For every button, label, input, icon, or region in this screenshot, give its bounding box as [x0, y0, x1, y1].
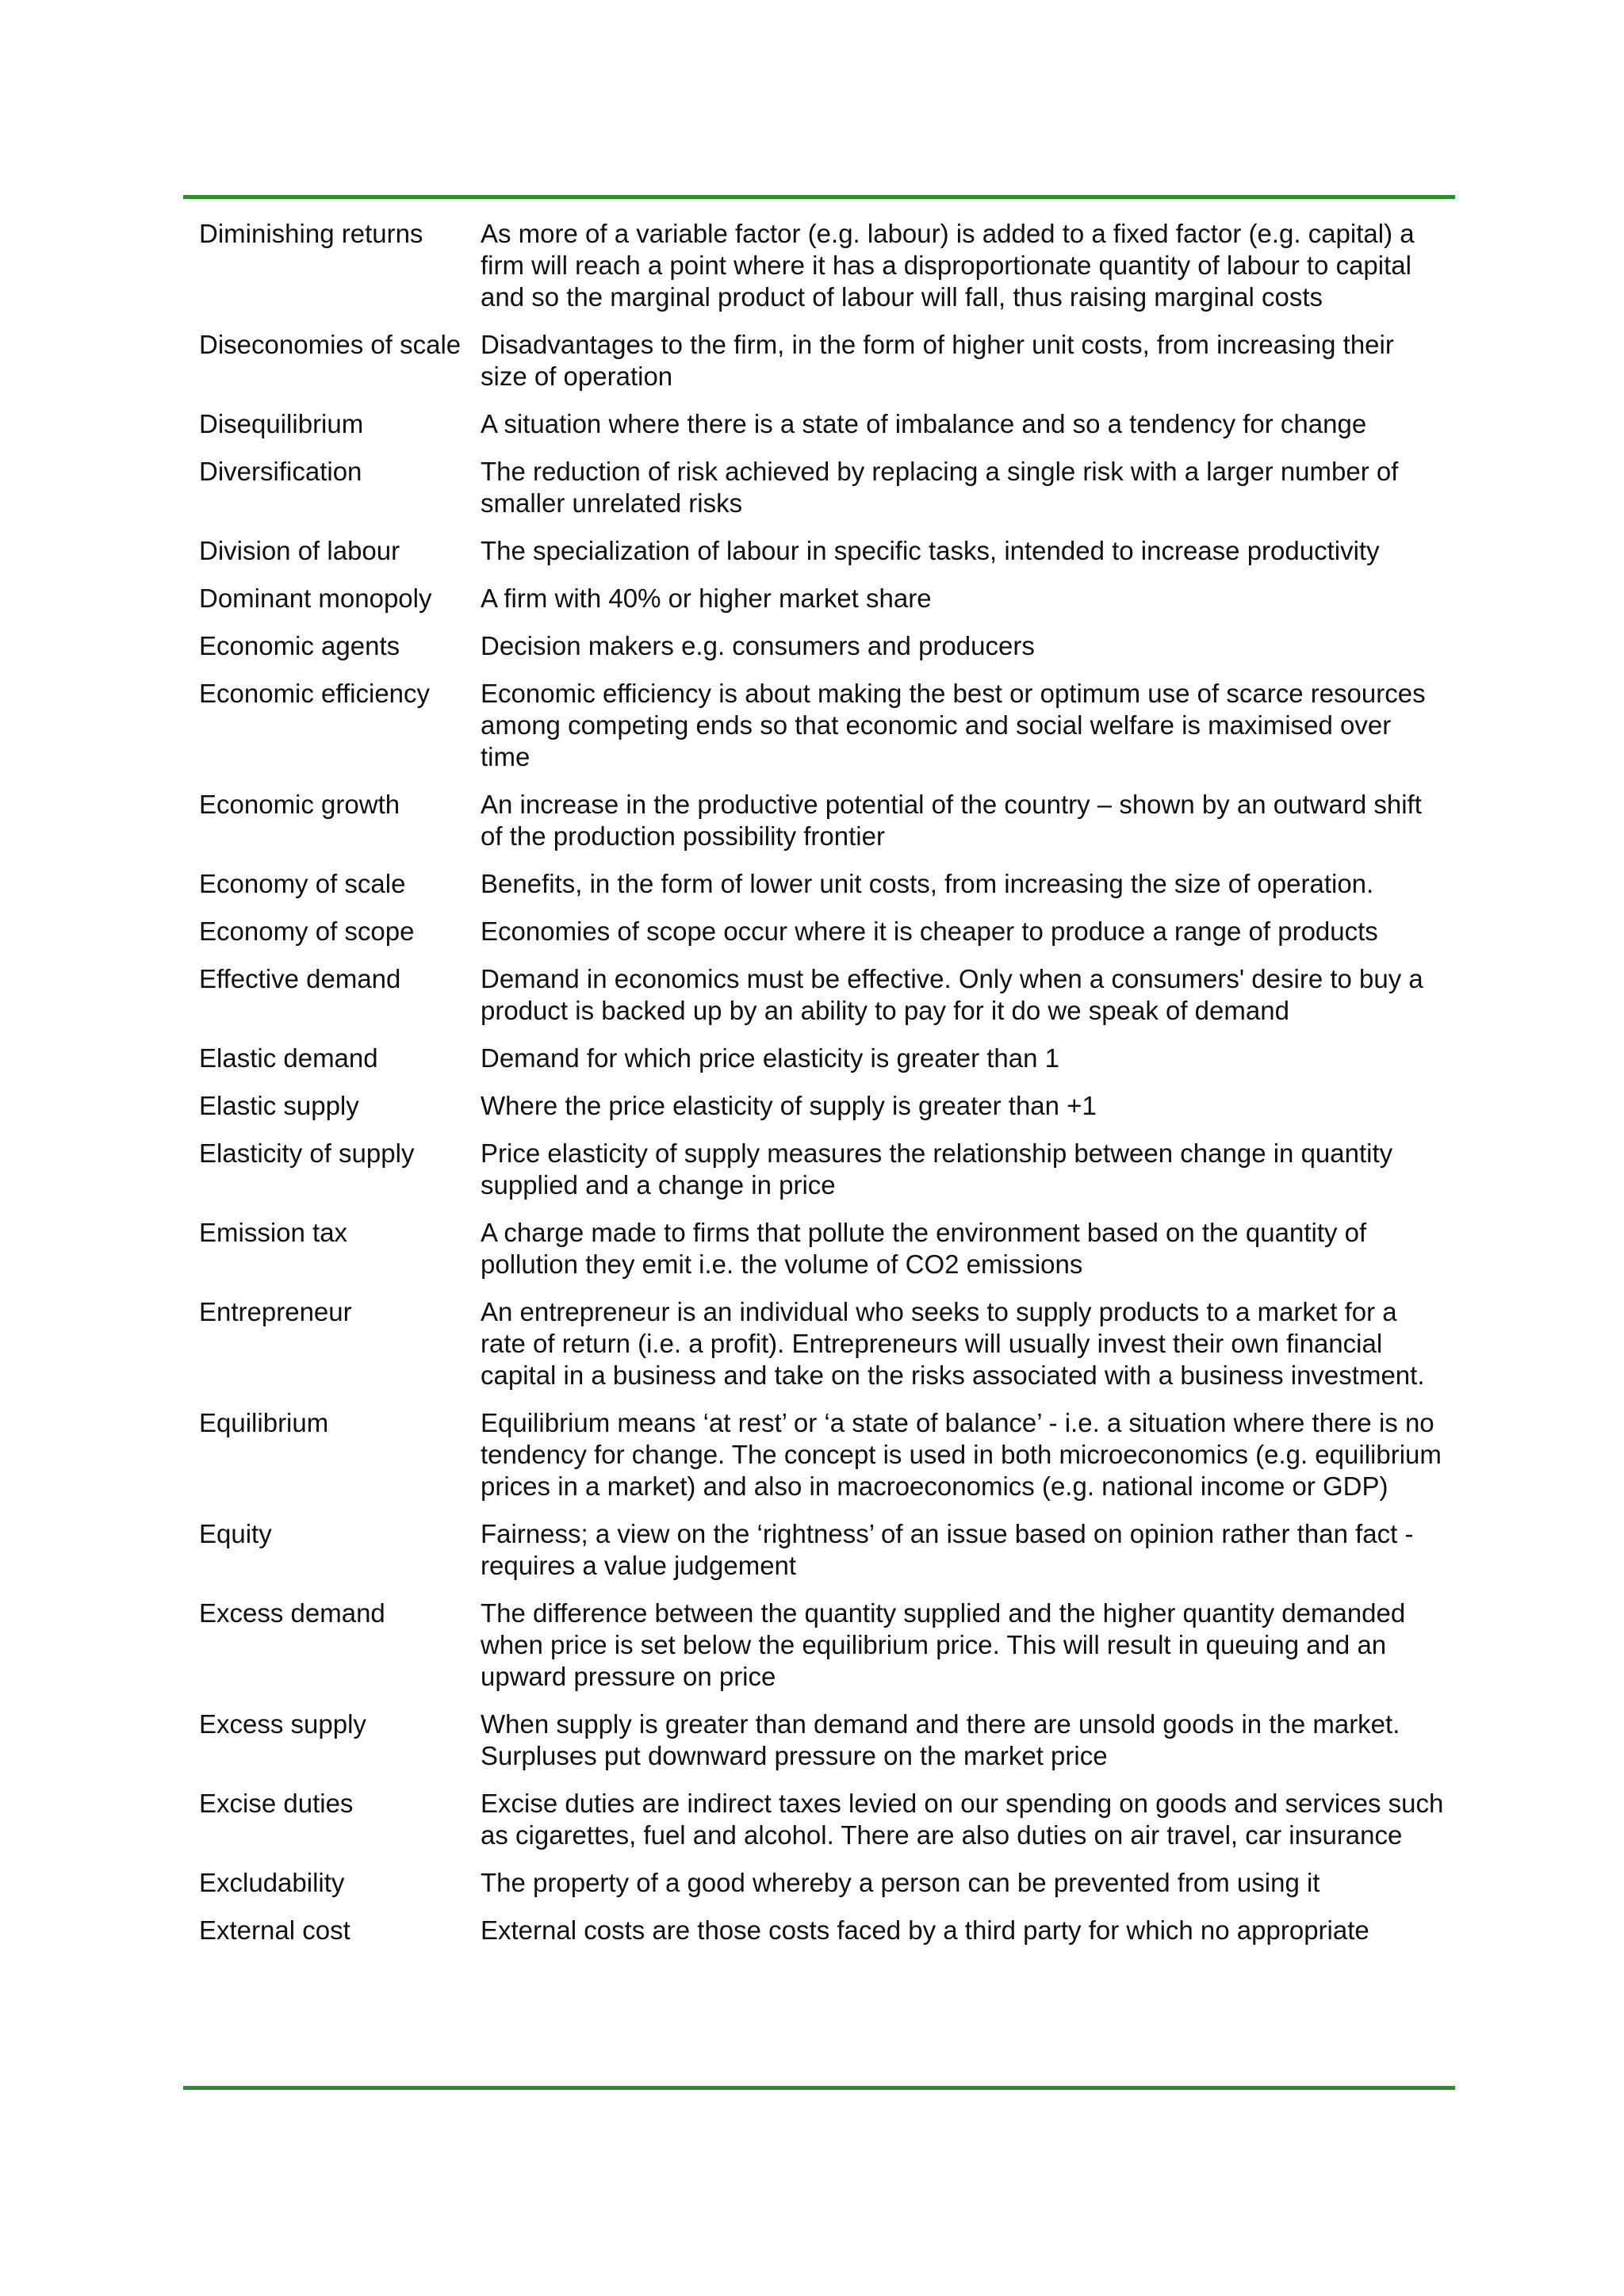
glossary-entry	[183, 1788, 1455, 1851]
glossary-definition: Demand for which price elasticity is greater than 1	[481, 1043, 1059, 1073]
glossary-term: Elasticity of supply	[199, 1138, 415, 1168]
glossary-definition: Excise duties are indirect taxes levied on our spending on goods and services such as cigarettes, fuel and alcohol. There are also duties on air travel, car insurance	[481, 1789, 1444, 1850]
glossary-entry	[183, 218, 1455, 313]
glossary-entry	[183, 1090, 1455, 1122]
glossary-definition: As more of a variable factor (e.g. labour) is added to a fixed factor (e.g. capital) a firm will reach a point where it has a disproportionate quantity of labour to capital and so the marginal product of labour will fall, thus raising marginal costs	[481, 219, 1415, 312]
glossary-entry	[183, 630, 1455, 662]
bottom-rule	[183, 2086, 1455, 2090]
glossary-term: Excess demand	[199, 1598, 385, 1628]
glossary-term: Elastic supply	[199, 1091, 359, 1120]
glossary-definition: Fairness; a view on the ‘rightness’ of an issue based on opinion rather than fact - requires a value judgement	[481, 1519, 1414, 1580]
glossary-entry	[183, 868, 1455, 900]
glossary-term: Excess supply	[199, 1709, 366, 1739]
glossary-definition: An entrepreneur is an individual who seeks to supply products to a market for a rate of return (i.e. a profit). Entrepreneurs will usually invest their own financial capital in a business and take on the risks associated with a business investment.	[481, 1297, 1425, 1390]
glossary-definition: The difference between the quantity supplied and the higher quantity demanded when price is set below the equilibrium price. This will result in queuing and an upward pressure on price	[481, 1598, 1406, 1691]
glossary-term: Diseconomies of scale	[199, 330, 462, 359]
glossary-term: Effective demand	[199, 964, 401, 993]
glossary-definition: Economies of scope occur where it is cheaper to produce a range of products	[481, 916, 1378, 946]
glossary-entry	[183, 408, 1455, 440]
glossary-term: Equilibrium	[199, 1408, 329, 1437]
glossary-term: Elastic demand	[199, 1043, 378, 1073]
glossary-definition: The property of a good whereby a person can be prevented from using it	[481, 1868, 1320, 1897]
glossary-entry	[183, 1915, 1455, 1946]
glossary-term: Emission tax	[199, 1218, 348, 1247]
glossary-definition: Demand in economics must be effective. Only when a consumers' desire to buy a product is backed up by an ability to pay for it do we speak of demand	[481, 964, 1423, 1025]
glossary-term: Economic agents	[199, 631, 400, 660]
glossary-term: Diversification	[199, 457, 362, 486]
glossary-definition: The specialization of labour in specific tasks, intended to increase productivity	[481, 536, 1380, 565]
glossary-definition: A situation where there is a state of imbalance and so a tendency for change	[481, 409, 1367, 438]
glossary-entry	[183, 1598, 1455, 1693]
glossary-entry	[183, 1407, 1455, 1502]
glossary-term: Dominant monopoly	[199, 584, 432, 613]
glossary-definition: External costs are those costs faced by a third party for which no appropriate	[481, 1915, 1369, 1945]
glossary-entry	[183, 329, 1455, 392]
glossary-definition: A firm with 40% or higher market share	[481, 584, 932, 613]
glossary-entry	[183, 456, 1455, 519]
glossary-term: Economic efficiency	[199, 679, 431, 708]
glossary-entry	[183, 678, 1455, 773]
glossary-entry	[183, 535, 1455, 567]
glossary-definition: Benefits, in the form of lower unit costs, from increasing the size of operation.	[481, 869, 1374, 898]
glossary-definition: An increase in the productive potential of the country – shown by an outward shift of the production possibility frontier	[481, 790, 1422, 851]
glossary-table	[183, 218, 1455, 1962]
top-rule	[183, 195, 1455, 199]
glossary-term: Excludability	[199, 1868, 345, 1897]
glossary-definition: The reduction of risk achieved by replacing a single risk with a larger number of smaller unrelated risks	[481, 457, 1399, 518]
glossary-entry	[183, 1138, 1455, 1201]
glossary-definition: Price elasticity of supply measures the relationship between change in quantity supplied and a change in price	[481, 1138, 1393, 1200]
glossary-definition: Economic efficiency is about making the best or optimum use of scarce resources among competing ends so that economic and social welfare is maximised over time	[481, 679, 1426, 771]
glossary-definition: Decision makers e.g. consumers and producers	[481, 631, 1035, 660]
glossary-term: Economy of scale	[199, 869, 406, 898]
glossary-definition: Equilibrium means ‘at rest’ or ‘a state of balance’ - i.e. a situation where there is no tendency for change. The concept is used in both microeconomics (e.g. equilibrium prices in a market) and also in macroeconomics (e.g. national income or GDP)	[481, 1408, 1442, 1501]
glossary-term: Division of labour	[199, 536, 400, 565]
glossary-term: Equity	[199, 1519, 272, 1548]
glossary-term: External cost	[199, 1915, 350, 1945]
glossary-term: Excise duties	[199, 1789, 354, 1818]
glossary-entry	[183, 1518, 1455, 1582]
glossary-entry	[183, 1867, 1455, 1899]
glossary-definition: Disadvantages to the firm, in the form of higher unit costs, from increasing their size of operation	[481, 330, 1394, 391]
glossary-term: Entrepreneur	[199, 1297, 352, 1326]
glossary-term: Economy of scope	[199, 916, 415, 946]
glossary-entry	[183, 963, 1455, 1027]
glossary-entry	[183, 1043, 1455, 1074]
glossary-term: Economic growth	[199, 790, 400, 819]
glossary-term: Disequilibrium	[199, 409, 364, 438]
glossary-definition: A charge made to firms that pollute the environment based on the quantity of pollution they emit i.e. the volume of CO2 emissions	[481, 1218, 1367, 1279]
glossary-entry	[183, 1709, 1455, 1772]
glossary-entry	[183, 789, 1455, 852]
glossary-definition: Where the price elasticity of supply is greater than +1	[481, 1091, 1097, 1120]
glossary-entry	[183, 583, 1455, 614]
glossary-definition: When supply is greater than demand and there are unsold goods in the market. Surpluses put downward pressure on the market price	[481, 1709, 1400, 1770]
glossary-entry	[183, 1296, 1455, 1391]
glossary-entry	[183, 1217, 1455, 1280]
glossary-term: Diminishing returns	[199, 219, 423, 248]
glossary-entry	[183, 916, 1455, 947]
